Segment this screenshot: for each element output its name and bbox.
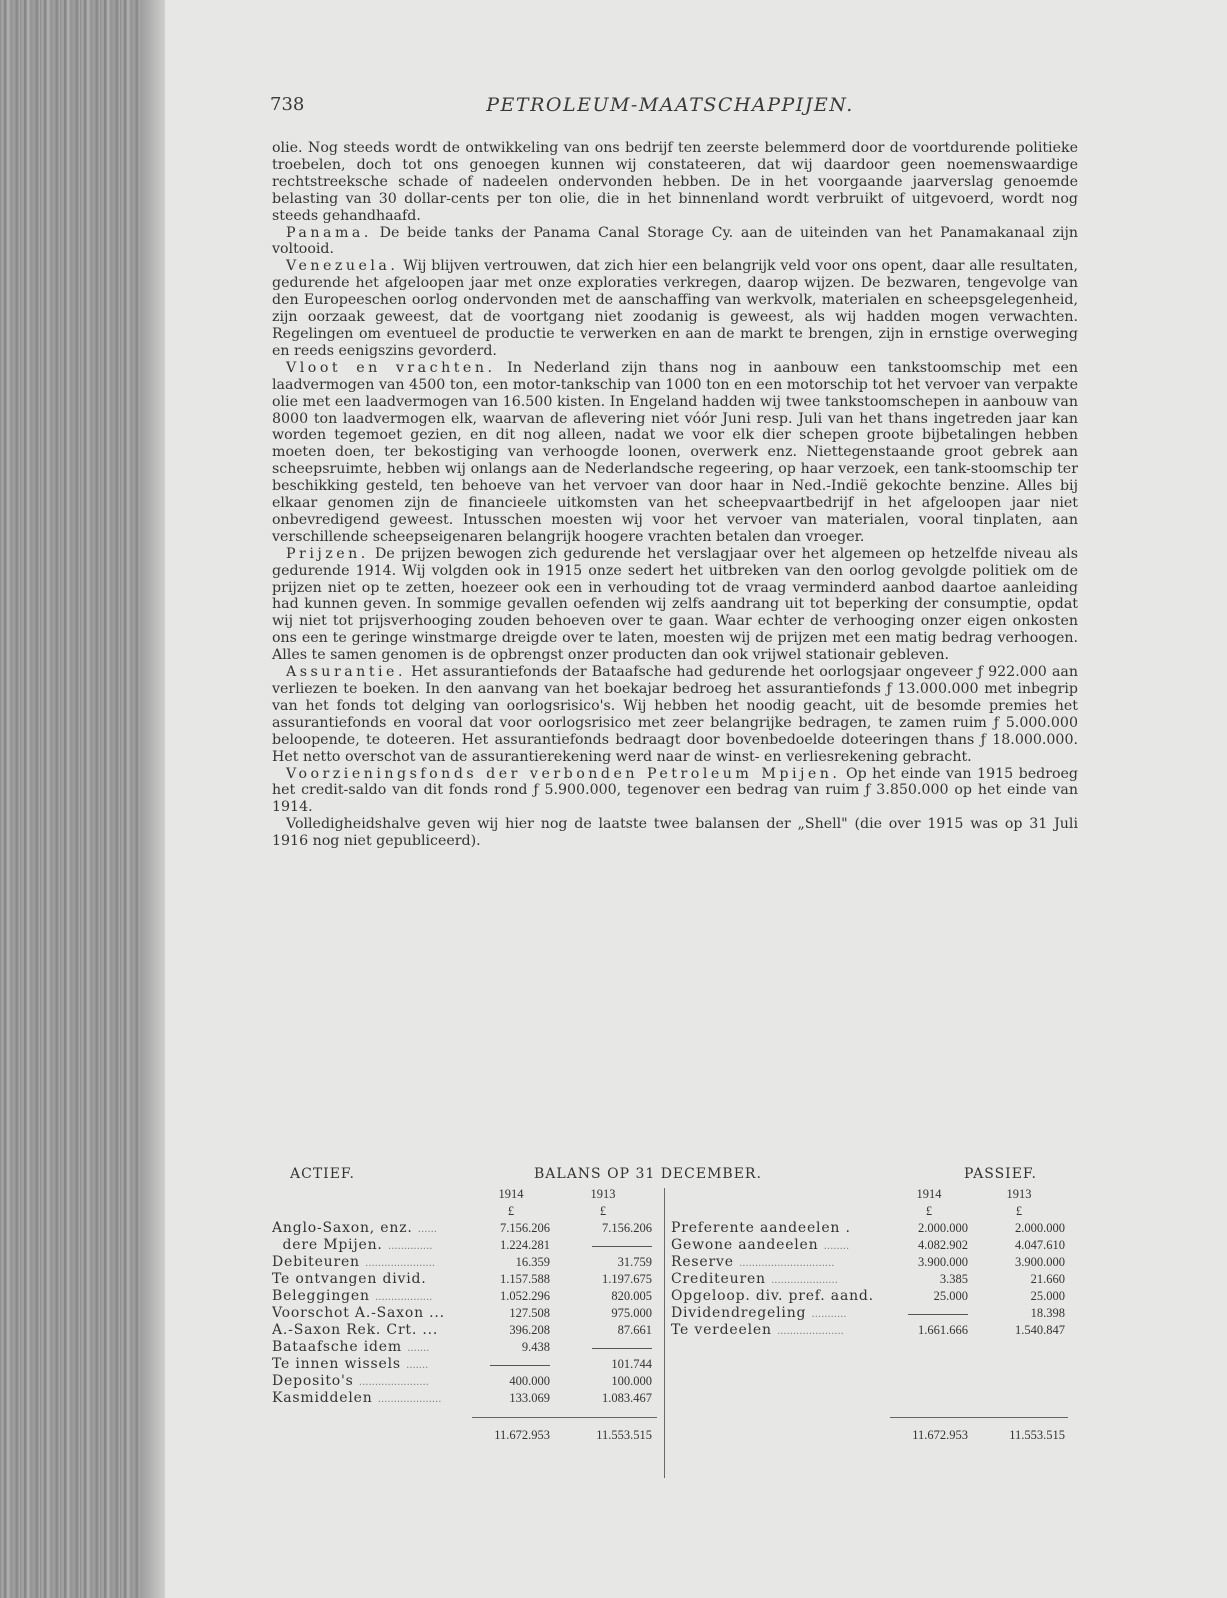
section-heading: Panama. [286,224,372,241]
year-row: 1914 1913 [498,1187,616,1201]
table-row: Voorschot A.-Saxon ... 127.508 975.000 [272,1305,652,1321]
actief-total-row: 11.672.953 11.553.515 [494,1428,652,1442]
paragraph-voorzieningsfonds: Voorzieningsfonds der verbonden Petroleum Mpijen. Op het einde van 1915 bedroeg het credit-saldo van dit fonds rond ƒ 5.900.000, tegenover een bedrag van ruim ƒ 3.850.000 op het einde van 1914. [272,765,1079,816]
actief-column [272,1186,662,1444]
currency-row: £ £ [925,1204,1023,1218]
sum-rule [665,1407,1078,1427]
section-heading: Vloot en vrachten. [286,359,496,376]
paragraph-volledigheidshalve: Volledigheidshalve geven wij hier nog de laatste twee balansen der „Shell" (die over 1915 was op 31 Juli 1916 nog niet gepubliceerd). [272,816,1078,850]
table-row: Reserve .............................. 3.900.000 3.900.000 [671,1254,1065,1270]
section-heading: Prijzen. [286,545,369,562]
table-row: Bataafsche idem ....... 9.438 [272,1339,662,1356]
running-title: PETROLEUM-MAATSCHAPPIJEN. [486,94,854,116]
actief-label: ACTIEF. [290,1166,355,1182]
table-row: Opgeloop. div. pref. aand. 25.000 25.000 [671,1288,1065,1304]
table-row: Anglo-Saxon, enz. ...... 7.156.206 7.156.206 [272,1220,652,1236]
table-row: dere Mpijen. .............. 1.224.281 [272,1237,662,1254]
balance-title: BALANS OP 31 DECEMBER. [534,1166,762,1182]
balance-header [272,1166,1078,1184]
book-binding-edge [0,0,160,1598]
page-header [270,94,1070,124]
paragraph-olie: olie. Nog steeds wordt de ontwikkeling van ons bedrijf ten zeerste belemmerd door de voortdurende politieke troebelen, doch tot ons genoegen kunnen wij constateeren, dat wij daardoor geen noemenswaardige rechtstreeksche schade of nadeelen ondervonden hebben. De in het voorgaande jaarverslag genoemde belasting van 30 dollar-cents per ton olie, die in het binnenland wordt verbruikt of uitgevoerd, wordt nog steeds gehandhaafd. [272,140,1078,224]
paragraph-assurantie: Assurantie. Het assurantiefonds der Bataafsche had gedurende het oorlogsjaar ongeveer ƒ 922.000 aan verliezen te boeken. In den aanvang van het boekajar bedroeg het assurantiefonds ƒ 13.000.000 met inbegrip van het fonds tot delging van oorlogsrisico's. Wij hebben het noodig geacht, uit de besomde premies het assurantiefonds en vooral dat voor oorlogsrisico met zeer belangrijke bedragen, te zamen ruim ƒ 5.000.000 beloopende, te doteeren. Het assurantiefonds bedraagt door bovenbedoelde doteeringen thans ƒ 18.000.000. Het netto overschot van de assurantierekening werd naar de winst- en verliesrekening gebracht. [272,664,1078,765]
section-heading: Assurantie. [286,664,406,681]
page-number: 738 [270,94,305,115]
table-row: A.-Saxon Rek. Crt. ... 396.208 87.661 [272,1322,652,1338]
table-row: Gewone aandeelen ........ 4.082.902 4.047.610 [671,1237,1065,1253]
table-row: Kasmiddelen .................... 133.069 1.083.467 [272,1390,652,1406]
currency-row: £ £ [507,1204,607,1218]
table-row: Te innen wissels ....... 101.744 [272,1356,652,1372]
paragraph-vloot: Vloot en vrachten. In Nederland zijn thans nog in aanbouw een tankstoomschip met een laadvermogen van 4500 ton, een motor-tankschip van 1000 ton en een motorschip tot het vervoer van verpakte olie met een laadvermogen van 16.500 kisten. In Engeland hadden wij twee tankstoomschepen in aanbouw van 8000 ton laadvermogen elk, waarvan de aflevering niet vóór Juni resp. Juli van het thans ingetreden jaar kan worden tegemoet gezien, en dit nog alleen, nadat we voor elk dier schepen groote bijbetalingen hebben moeten doen, ter bekostiging van verhoogde loonen, overwerk enz. Niettegenstaande groot gebrek aan scheepsruimte, hebben wij onlangs aan de Nederlandsche regeering, op haar verzoek, een tank-stoomschip ter beschikking gesteld, ten behoeve van het vervoer van door haar in Ned.-Indië gekochte benzine. Alles bij elkaar genomen zijn de financieele uitkomsten van het scheepvaartbedrijf in het afgeloopen jaar niet onbevredigend geweest. Intusschen moesten wij voor het vervoer van materialen, vooral tinplaten, aan verschillende scheepseigenaren belangrijk hoogere vrachten betalen dan vroeger. [272,359,1078,545]
passief-column [665,1186,1078,1444]
table-row: Beleggingen .................. 1.052.296 820.005 [272,1288,652,1304]
table-row: Dividendregeling ........... 18.398 [671,1305,1065,1321]
table-row: Te verdeelen ..................... 1.661.666 1.540.847 [671,1322,1065,1338]
body-text [272,140,1078,850]
table-row: Te ontvangen divid. 1.157.588 1.197.675 [272,1271,652,1287]
table-row: Crediteuren ..................... 3.385 21.660 [671,1271,1065,1287]
paragraph-panama: Panama. De beide tanks der Panama Canal Storage Cy. aan de uiteinden van het Panamakanaal zijn voltooid. [272,224,1078,258]
paragraph-prijzen: Prijzen. De prijzen bewogen zich gedurende het verslagjaar over het algemeen op hetzelfde niveau als gedurende 1914. Wij volgden ook in 1915 onze sedert het uitbreken van den oorlog gevolgde politiek om de prijzen niet op te zetten, hoezeer ook een in verhouding tot de vraag verminderd aanbod daartoe aanleiding had kunnen geven. In sommige gevallen oefenden wij zelfs aandrang uit tot beperking der consumptie, opdat wij niet tot prijsverhooging zouden behoeven over te gaan. Waar echter de verhooging onzer eigen onkosten ons een te geringe winstmarge dreigde over te laten, moesten wij de prijzen met een matig bedrag verhoogen. Alles te samen genomen is de opbrengst onzer producten dan ook vrijwel stationair gebleven. [272,545,1078,664]
passief-total-row: 11.672.953 11.553.515 [912,1428,1065,1442]
balance-sheet [272,1166,1078,1466]
table-row: Deposito's ...................... 400.000 100.000 [272,1373,652,1389]
sum-rule [272,1407,662,1427]
year-row: 1914 1913 [916,1187,1032,1201]
section-heading: Voorzieningsfonds der verbonden Petroleum Mpijen. [286,765,841,782]
section-heading: Venezuela. [286,258,399,275]
paragraph-venezuela: Venezuela. Wij blijven vertrouwen, dat zich hier een belangrijk veld voor ons opent, daar alle resultaten, gedurende het afgeloopen jaar met onze exploraties verkregen, daarop wijzen. De bezwaren, tengevolge van den Europeeschen oorlog ondervonden met de aanschaffing van werkvolk, materialen en scheepsgelegenheid, zijn oorzaak geweest, dat de voortgang niet zoodanig is geweest, als wij hadden mogen verwachten. Regelingen om eventueel de productie te verwerken en aan de markt te brengen, zijn in ernstige overweging en reeds eenigszins gevorderd. [272,258,1078,359]
passief-label: PASSIEF. [964,1166,1037,1182]
table-row: Debiteuren ...................... 16.359 31.759 [272,1254,652,1270]
table-row: Preferente aandeelen . 2.000.000 2.000.000 [671,1220,1065,1236]
spacer [665,1339,1078,1407]
